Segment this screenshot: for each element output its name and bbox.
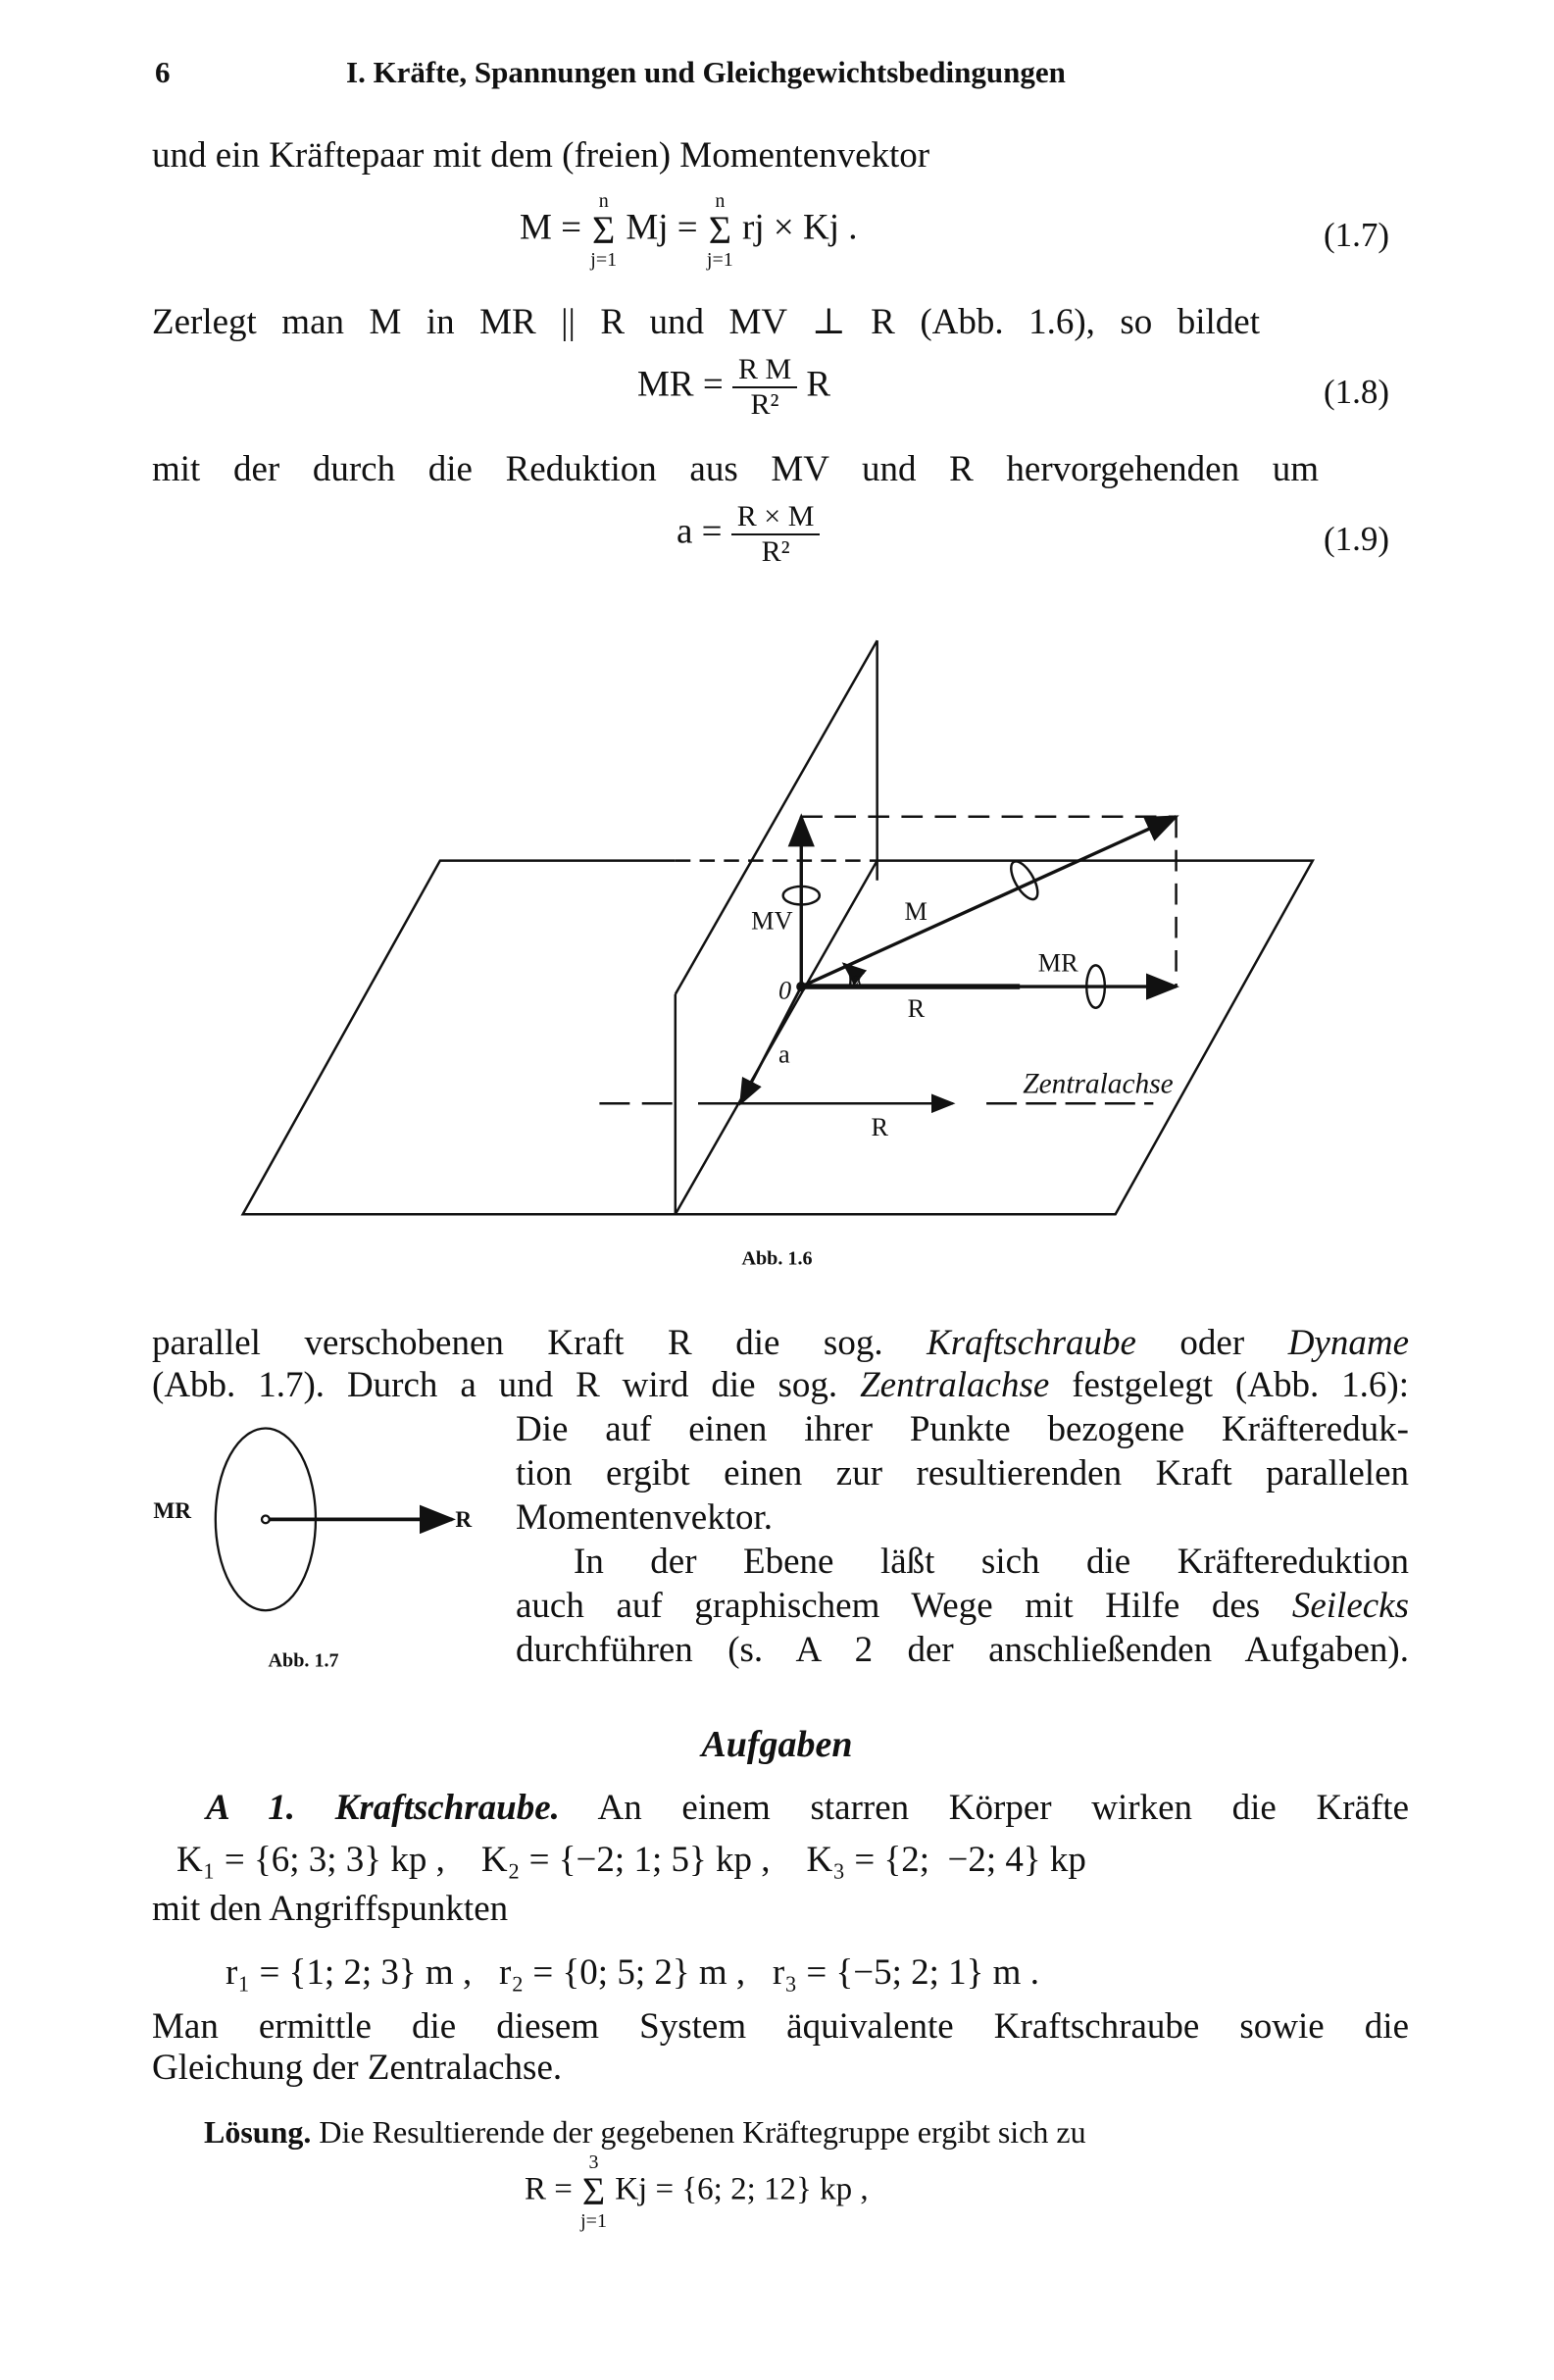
numerator: R M — [732, 353, 797, 388]
figure-caption: Abb. 1.6 — [741, 1247, 813, 1270]
paragraph-line: Die auf einen ihrer Punkte bezogene Kräftereduk- — [516, 1409, 1409, 1449]
numerator: R × M — [731, 500, 821, 535]
text: festgelegt (Abb. 1.6): — [1049, 1365, 1409, 1405]
sum-top: 3 — [588, 2152, 599, 2173]
sum-bottom: j=1 — [580, 2210, 607, 2232]
sum-symbol: 3 Σ j=1 — [580, 2152, 607, 2232]
sum-bottom: j=1 — [590, 249, 618, 271]
eq-mid: Mj = — [626, 207, 698, 248]
label-mr: MR — [1037, 948, 1078, 978]
sum-bottom: j=1 — [706, 249, 733, 271]
term-zentralachse: Zentralachse — [860, 1365, 1050, 1405]
label-r: R — [455, 1507, 473, 1534]
points-line: r₁ = {1; 2; 3} m , r₂ = {0; 5; 2} m , r₃ = {−5; 2; 1} m . — [226, 1952, 1039, 1993]
label-r: R — [907, 994, 926, 1024]
exercise-line: mit den Angriffspunkten — [152, 1889, 509, 1929]
eq-lhs: R = — [525, 2171, 573, 2207]
paragraph-line: mit der durch die Reduktion aus MV und R hervorgehenden um — [152, 449, 1319, 489]
eq-rhs: Kj = {6; 2; 12} kp , — [615, 2171, 869, 2207]
paragraph-line — [152, 1322, 1409, 1365]
running-title: I. Kräfte, Spannungen und Gleichgewichtsbedingungen — [346, 55, 1066, 89]
eq-lhs: M = — [520, 207, 582, 248]
origin-point — [797, 983, 805, 990]
label-r-axis: R — [871, 1112, 889, 1141]
sum-symbol: n Σ j=1 — [590, 190, 618, 271]
paragraph-line: durchführen (s. A 2 der anschließenden Aufgaben). — [516, 1630, 1409, 1670]
exercise-label: A 1. Kraftschraube. — [206, 1788, 560, 1828]
eq-lhs: MR = — [637, 364, 724, 405]
eq-rhs: rj × Kj . — [742, 207, 858, 248]
eq-rhs: R — [806, 364, 831, 405]
figure-1-7 — [216, 1429, 452, 1611]
label-m: M — [904, 896, 927, 926]
label-zentralachse: Zentralachse — [1023, 1068, 1174, 1100]
text: Die Resultierende der gegebenen Kräftegruppe ergibt sich zu — [311, 2114, 1086, 2150]
paragraph-line: In der Ebene läßt sich die Kräftereduktion — [574, 1542, 1409, 1582]
exercise-line: Gleichung der Zentralachse. — [152, 2048, 563, 2088]
paragraph-line — [152, 1364, 1409, 1407]
sum-symbol: n Σ j=1 — [706, 190, 733, 271]
sum-top: n — [715, 190, 726, 212]
label-a: a — [778, 1039, 790, 1069]
paragraph-line — [516, 1585, 1409, 1628]
denominator: R² — [761, 535, 790, 568]
origin-point — [262, 1516, 270, 1524]
exercise-line: Man ermittle die diesem System äquivalente Kraftschraube sowie die — [152, 2006, 1409, 2047]
label-alpha: α — [851, 968, 862, 990]
label-origin: 0 — [778, 976, 792, 1005]
text: (Abb. 1.7). Durch a und R wird die sog. — [152, 1365, 861, 1405]
figure-caption: Abb. 1.7 — [268, 1649, 339, 1672]
label-mr: MR — [153, 1497, 192, 1524]
text: parallel verschobenen Kraft R die sog. — [152, 1323, 927, 1363]
section-title: Aufgaben — [701, 1724, 853, 1765]
equation-number: (1.9) — [1324, 520, 1390, 558]
page-number: 6 — [155, 55, 171, 89]
equation-number: (1.7) — [1324, 216, 1390, 254]
paragraph-line: Zerlegt man M in MR || R und MV ⊥ R (Abb. 1.6), so bildet — [152, 302, 1260, 342]
term-kraftschraube: Kraftschraube — [927, 1323, 1136, 1363]
eq-lhs: a = — [677, 511, 723, 552]
vector-a — [740, 987, 801, 1103]
paragraph-line: und ein Kräftepaar mit dem (freien) Momentenvektor — [152, 135, 930, 176]
vector-m — [801, 817, 1176, 987]
term-seileck: Seilecks — [1291, 1586, 1409, 1626]
equation-number: (1.8) — [1324, 373, 1390, 411]
solution-line — [204, 2110, 1086, 2153]
text: auch auf graphischem Wege mit Hilfe des — [516, 1586, 1292, 1626]
denominator: R² — [750, 388, 779, 421]
exercise-line — [206, 1787, 1409, 1830]
paragraph-line: tion ergibt einen zur resultierenden Kraft parallelen — [516, 1453, 1409, 1494]
term-dyname: Dyname — [1287, 1323, 1409, 1363]
text: oder — [1135, 1323, 1288, 1363]
sum-top: n — [598, 190, 609, 212]
text: An einem starren Körper wirken die Kräfte — [559, 1788, 1409, 1828]
solution-label: Lösung. — [204, 2114, 312, 2150]
label-mv: MV — [751, 906, 793, 936]
paragraph-line: Momentenvektor. — [516, 1497, 774, 1538]
forces-line: K₁ = {6; 3; 3} kp , K₂ = {−2; 1; 5} kp , K₃ = {2; −2; 4} kp — [176, 1840, 1086, 1880]
solution-equation — [525, 2152, 869, 2231]
